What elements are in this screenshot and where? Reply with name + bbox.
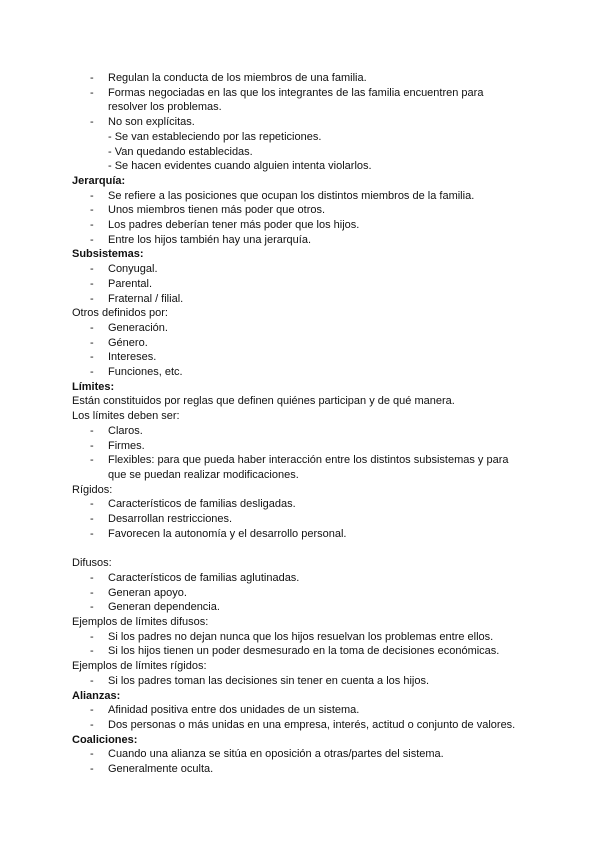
bullet-item: - Generan apoyo. bbox=[72, 586, 542, 601]
bullet-item: - No son explícitas. bbox=[72, 115, 542, 130]
bullet-item: - Los padres deberían tener más poder que los hijos. bbox=[72, 218, 542, 233]
paragraph-line: Ejemplos de límites difusos: bbox=[72, 616, 209, 628]
sub-item: - Se van estableciendo por las repeticiones. bbox=[108, 130, 322, 143]
bullet-item: - Generan dependencia. bbox=[72, 600, 542, 615]
bullet-item: - Si los padres toman las decisiones sin tener en cuenta a los hijos. bbox=[72, 674, 542, 689]
paragraph-line: Los límites deben ser: bbox=[72, 410, 180, 423]
sub-item: - Van quedando establecidas. bbox=[108, 145, 253, 158]
bullet-item: - Intereses. bbox=[72, 350, 542, 365]
bullet-item: - Conyugal. bbox=[72, 262, 542, 277]
bullet-item: - Entre los hijos también hay una jerarquía. bbox=[72, 233, 542, 248]
bullet-item: - Afinidad positiva entre dos unidades de un sistema. bbox=[72, 703, 542, 718]
paragraph-line: Otros definidos por: bbox=[72, 307, 168, 320]
section-heading: Jerarquía: bbox=[72, 174, 126, 187]
bullet-item: - Desarrollan restricciones. bbox=[72, 512, 542, 527]
sub-item: - Se hacen evidentes cuando alguien intenta violarlos. bbox=[108, 160, 372, 173]
bullet-item: - Generación. bbox=[72, 321, 542, 336]
bullet-item: - Dos personas o más unidas en una empresa, interés, actitud o conjunto de valores. bbox=[72, 718, 542, 733]
bullet-item: - Parental. bbox=[72, 277, 542, 292]
section-heading: Coaliciones: bbox=[72, 733, 138, 746]
bullet-item: - Característicos de familias desligadas. bbox=[72, 497, 542, 512]
bullet-item: - Generalmente oculta. bbox=[72, 762, 542, 777]
bullet-item: - Fraternal / filial. bbox=[72, 292, 542, 307]
blank-line bbox=[72, 542, 542, 557]
bullet-continuation: que se puedan realizar modificaciones. bbox=[108, 468, 299, 481]
bullet-item: - Si los hijos tienen un poder desmesurado en la toma de decisiones económicas. bbox=[72, 644, 542, 659]
bullet-continuation: resolver los problemas. bbox=[108, 101, 222, 114]
section-heading: Subsistemas: bbox=[72, 248, 144, 261]
bullet-item: - Se refiere a las posiciones que ocupan los distintos miembros de la familia. bbox=[72, 189, 542, 204]
paragraph-line: Rígidos: bbox=[72, 483, 113, 496]
document-page bbox=[72, 71, 542, 777]
bullet-item: - Firmes. bbox=[72, 439, 542, 454]
paragraph-line: Ejemplos de límites rígidos: bbox=[72, 660, 207, 673]
section-heading: Alianzas: bbox=[72, 689, 121, 702]
bullet-item: - Formas negociadas en las que los integrantes de las familia encuentren para bbox=[72, 86, 542, 101]
bullet-item: - Favorecen la autonomía y el desarrollo personal. bbox=[72, 527, 542, 542]
bullet-item: - Unos miembros tienen más poder que otros. bbox=[72, 203, 542, 218]
bullet-item: - Funciones, etc. bbox=[72, 365, 542, 380]
bullet-item: - Género. bbox=[72, 336, 542, 351]
bullet-item: - Si los padres no dejan nunca que los hijos resuelvan los problemas entre ellos. bbox=[72, 630, 542, 645]
paragraph-line: Difusos: bbox=[72, 557, 112, 570]
paragraph-line: Están constituidos por reglas que definen quiénes participan y de qué manera. bbox=[72, 395, 455, 408]
bullet-item: - Flexibles: para que pueda haber interacción entre los distintos subsistemas y para bbox=[72, 453, 542, 468]
bullet-item: - Característicos de familias aglutinadas. bbox=[72, 571, 542, 586]
bullet-item: - Cuando una alianza se sitúa en oposición a otras/partes del sistema. bbox=[72, 747, 542, 762]
bullet-item: - Claros. bbox=[72, 424, 542, 439]
bullet-item: - Regulan la conducta de los miembros de una familia. bbox=[72, 71, 542, 86]
section-heading: Límites: bbox=[72, 380, 115, 393]
